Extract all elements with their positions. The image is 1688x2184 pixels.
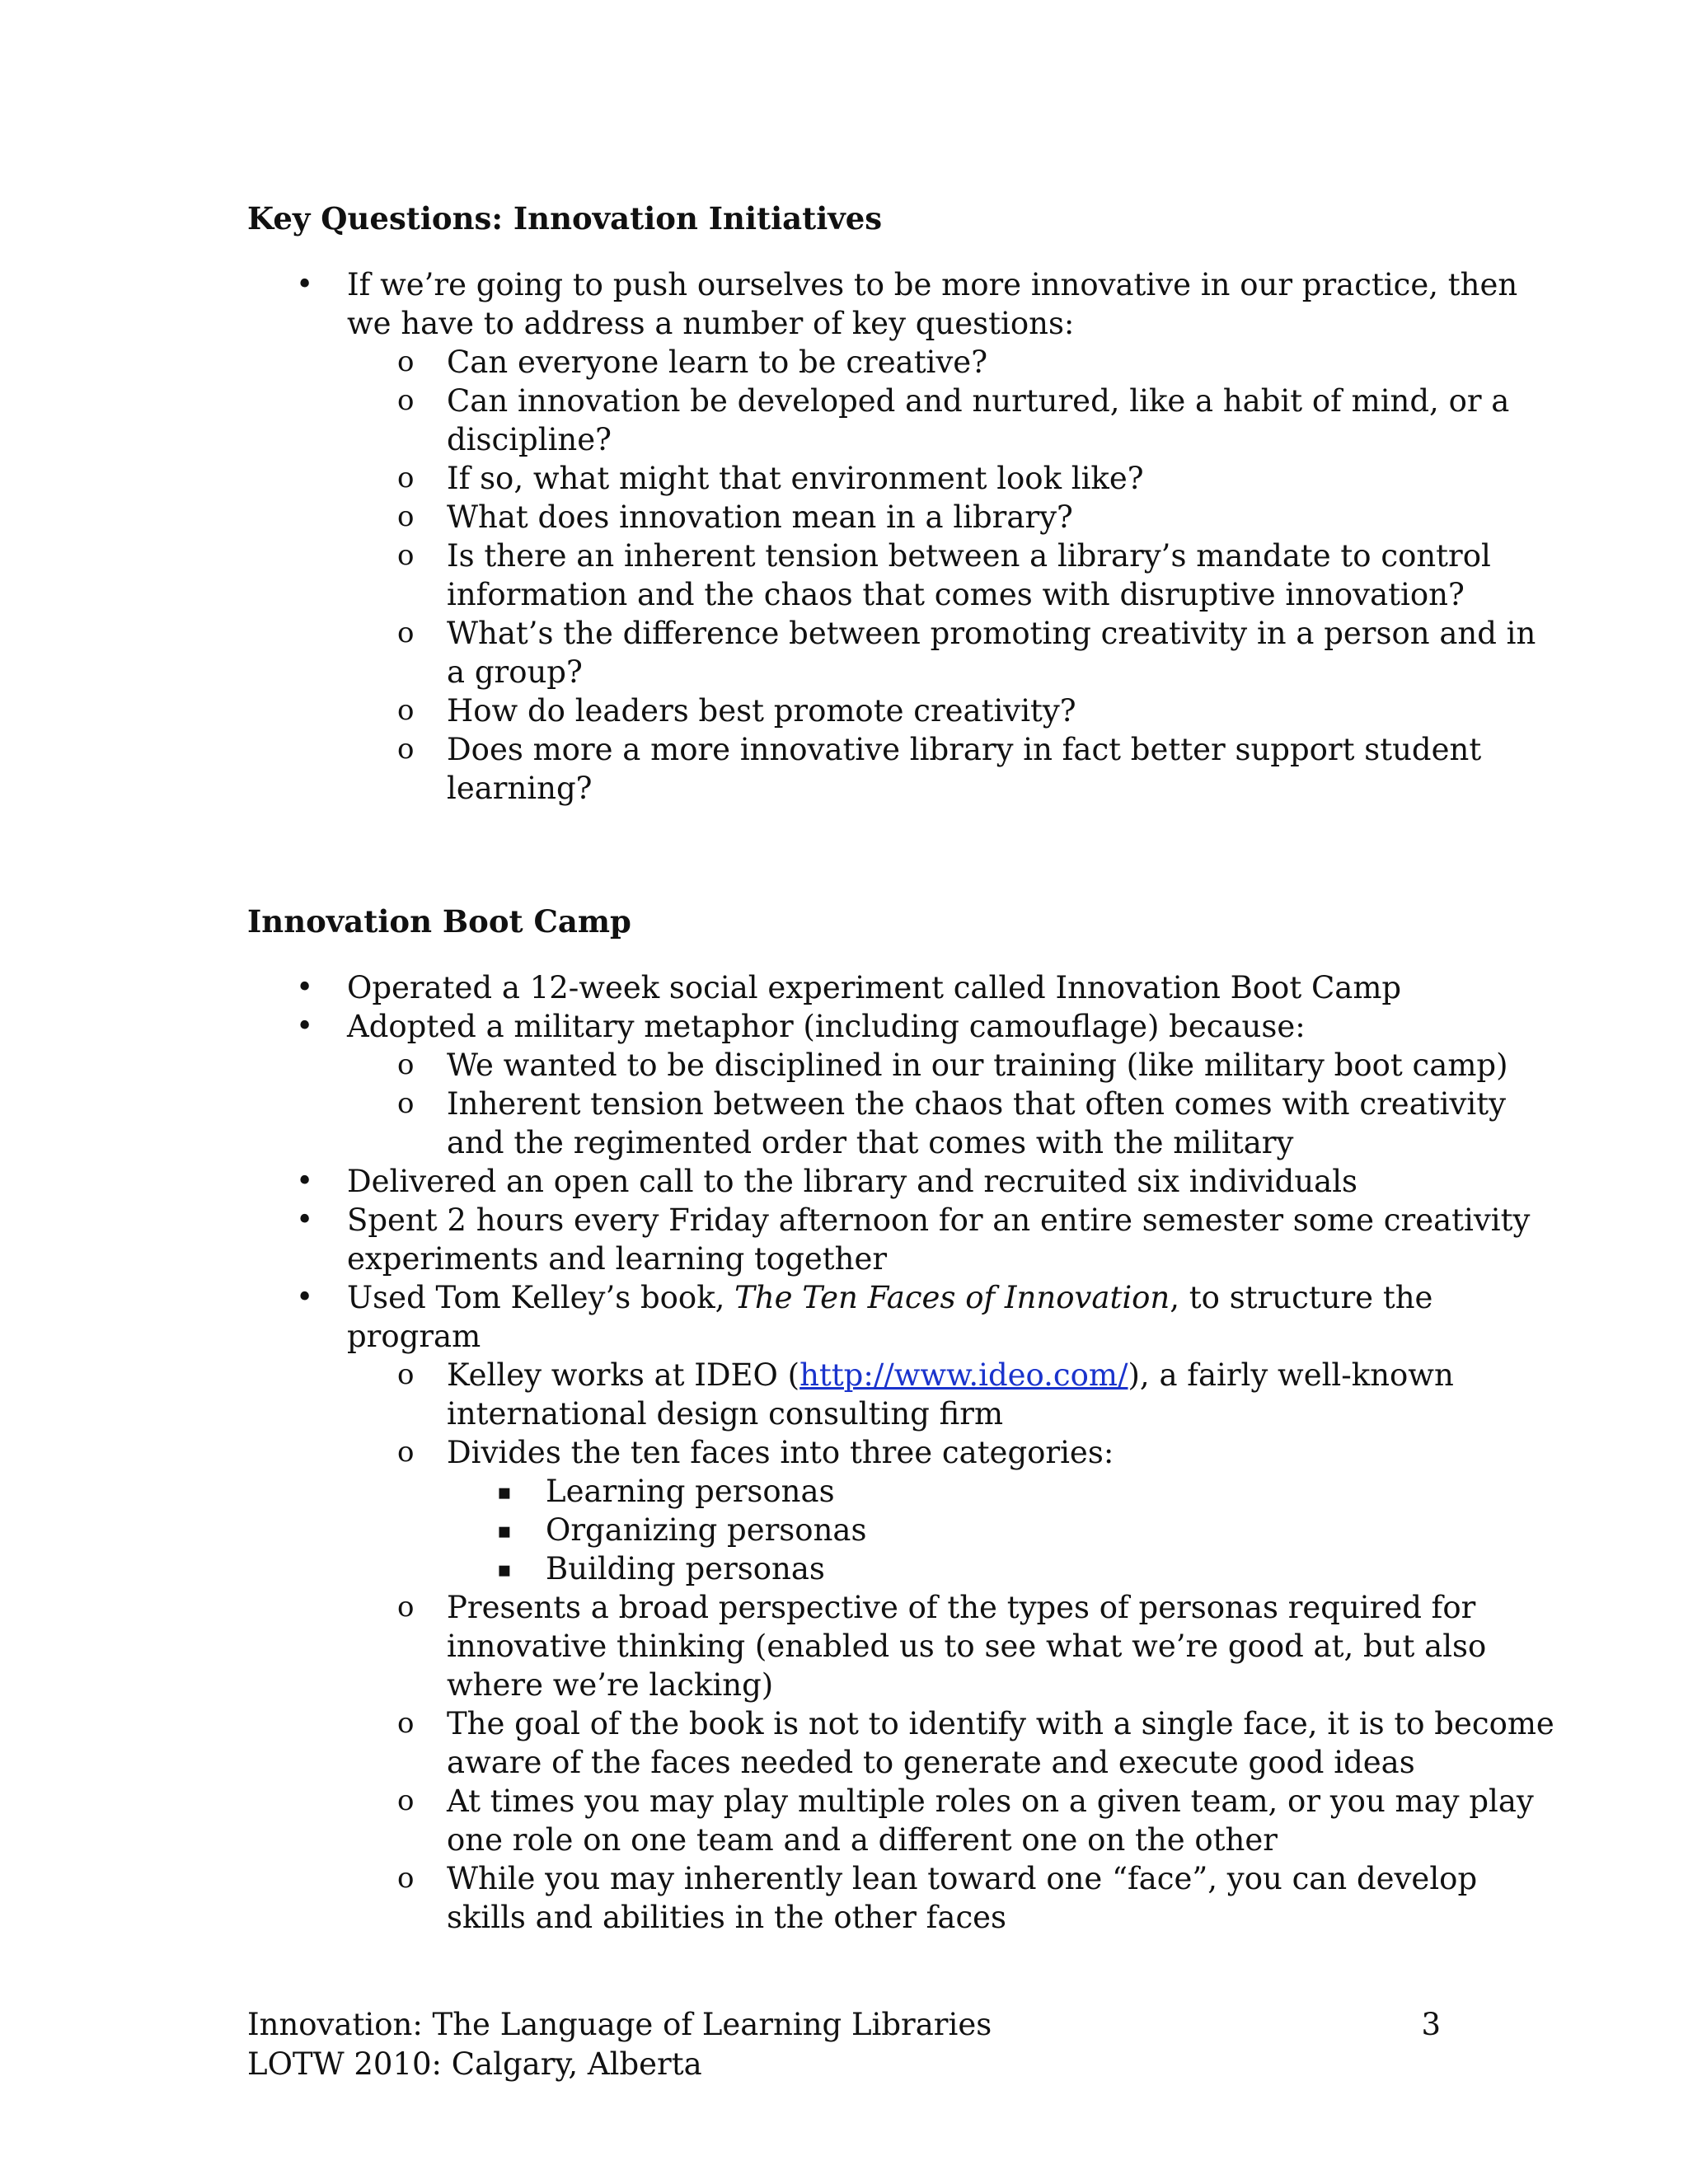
bullet-icon: • bbox=[296, 268, 314, 302]
ideo-intro-text: Kelley works at IDEO ( bbox=[447, 1357, 800, 1393]
list-item bbox=[0, 1511, 1688, 1549]
list-item-text: Presents a broad perspective of the types of personas required for bbox=[447, 1590, 1476, 1625]
circle-bullet-icon: o bbox=[397, 1784, 415, 1817]
circle-bullet-icon: o bbox=[397, 1087, 415, 1120]
list-item bbox=[0, 1704, 1688, 1743]
list-item bbox=[0, 1085, 1688, 1123]
list-item-text: Building personas bbox=[546, 1551, 825, 1586]
list-item-text: Does more a more innovative library in fact better support student bbox=[447, 732, 1482, 767]
footer-event: LOTW 2010: Calgary, Alberta bbox=[247, 2046, 702, 2082]
list-item-text: Delivered an open call to the library and recruited six individuals bbox=[347, 1164, 1358, 1199]
book-outro-text: , to structure the bbox=[1170, 1280, 1433, 1315]
circle-bullet-icon: o bbox=[397, 462, 415, 494]
list-item bbox=[0, 1433, 1688, 1472]
list-item-text bbox=[347, 1278, 1432, 1317]
page-number: 3 bbox=[1421, 2007, 1441, 2042]
list-item-text: innovative thinking (enabled us to see what we’re good at, but also bbox=[447, 1629, 1487, 1664]
circle-bullet-icon: o bbox=[397, 345, 415, 378]
circle-bullet-icon: o bbox=[397, 694, 415, 727]
list-item-continuation bbox=[0, 1821, 1688, 1859]
circle-bullet-icon: o bbox=[397, 1436, 415, 1469]
circle-bullet-icon: o bbox=[397, 1707, 415, 1740]
bullet-icon: • bbox=[296, 1165, 314, 1198]
list-item bbox=[0, 459, 1688, 498]
circle-bullet-icon: o bbox=[397, 733, 415, 766]
bullet-icon: • bbox=[296, 1203, 314, 1237]
list-item bbox=[0, 498, 1688, 537]
list-item-text: Divides the ten faces into three categories: bbox=[447, 1435, 1114, 1470]
list-item-text: experiments and learning together bbox=[347, 1241, 888, 1277]
list-item-continuation bbox=[0, 304, 1688, 343]
list-item-text: Spent 2 hours every Friday afternoon for an entire semester some creativity bbox=[347, 1202, 1531, 1238]
list-item-text: If so, what might that environment look like? bbox=[447, 461, 1144, 496]
footer-row bbox=[247, 2045, 1441, 2084]
list-item-text: a group? bbox=[447, 654, 583, 690]
list-item-text: What does innovation mean in a library? bbox=[447, 499, 1073, 535]
book-intro-text: Used Tom Kelley’s book, bbox=[347, 1280, 735, 1315]
list-item-text: and the regimented order that comes with the military bbox=[447, 1125, 1294, 1160]
list-item-text: Operated a 12-week social experiment called Innovation Boot Camp bbox=[347, 970, 1402, 1005]
list-item-text: program bbox=[347, 1319, 481, 1354]
list-item bbox=[0, 1356, 1688, 1394]
square-bullet-icon: ▪ bbox=[497, 1558, 512, 1582]
footer-row bbox=[247, 2005, 1441, 2045]
ideo-outro-text: ), a fairly well-known bbox=[1128, 1357, 1454, 1393]
book-title: The Ten Faces of Innovation bbox=[734, 1280, 1170, 1315]
list-item-text: one role on one team and a different one on the other bbox=[447, 1822, 1278, 1858]
list-item-text: How do leaders best promote creativity? bbox=[447, 693, 1076, 729]
list-item-text: learning? bbox=[447, 771, 593, 806]
list-item bbox=[0, 343, 1688, 382]
list-item bbox=[0, 265, 1688, 304]
section-heading-key-questions: Key Questions: Innovation Initiatives bbox=[247, 200, 883, 237]
list-item-text: skills and abilities in the other faces bbox=[447, 1900, 1007, 1935]
list-item-continuation bbox=[0, 1627, 1688, 1666]
list-item-continuation bbox=[0, 1123, 1688, 1162]
bullet-icon: • bbox=[296, 1010, 314, 1043]
list-item bbox=[0, 1472, 1688, 1511]
list-item bbox=[0, 1782, 1688, 1821]
list-item bbox=[0, 968, 1688, 1007]
list-item bbox=[0, 691, 1688, 730]
list-item-continuation bbox=[0, 1666, 1688, 1704]
boot-camp-list bbox=[0, 968, 1688, 1937]
circle-bullet-icon: o bbox=[397, 539, 415, 572]
circle-bullet-icon: o bbox=[397, 500, 415, 533]
section-heading-boot-camp: Innovation Boot Camp bbox=[247, 903, 631, 940]
list-item-continuation bbox=[0, 653, 1688, 691]
list-item bbox=[0, 1278, 1688, 1317]
square-bullet-icon: ▪ bbox=[497, 1519, 512, 1544]
list-item-text: where we’re lacking) bbox=[447, 1667, 774, 1703]
page-footer bbox=[247, 2005, 1441, 2084]
list-item-text: What’s the difference between promoting creativity in a person and in bbox=[447, 616, 1536, 651]
list-item-text: discipline? bbox=[447, 422, 612, 457]
list-item-text: we have to address a number of key questions: bbox=[347, 306, 1075, 341]
list-item-text: Inherent tension between the chaos that often comes with creativity bbox=[447, 1086, 1506, 1122]
list-item-continuation bbox=[0, 1394, 1688, 1433]
list-item-continuation bbox=[0, 575, 1688, 614]
key-questions-list bbox=[0, 265, 1688, 808]
square-bullet-icon: ▪ bbox=[497, 1480, 512, 1505]
list-item-text: At times you may play multiple roles on a given team, or you may play bbox=[447, 1783, 1534, 1819]
list-item-text: If we’re going to push ourselves to be more innovative in our practice, then bbox=[347, 267, 1518, 302]
list-item-continuation bbox=[0, 1898, 1688, 1937]
bullet-icon: • bbox=[296, 1281, 314, 1315]
list-item-continuation bbox=[0, 769, 1688, 808]
list-item-text: We wanted to be disciplined in our training (like military boot camp) bbox=[447, 1047, 1508, 1083]
list-item bbox=[0, 1046, 1688, 1085]
list-item-text: The goal of the book is not to identify with a single face, it is to become bbox=[447, 1706, 1554, 1741]
list-item-continuation bbox=[0, 1743, 1688, 1782]
list-item-text: Can innovation be developed and nurtured, like a habit of mind, or a bbox=[447, 383, 1510, 419]
list-item bbox=[0, 614, 1688, 653]
circle-bullet-icon: o bbox=[397, 1591, 415, 1624]
list-item-continuation bbox=[0, 1240, 1688, 1278]
list-item-text: Learning personas bbox=[546, 1474, 835, 1509]
list-item bbox=[0, 1549, 1688, 1588]
footer-title: Innovation: The Language of Learning Libraries bbox=[247, 2007, 992, 2042]
list-item-text: international design consulting firm bbox=[447, 1396, 1004, 1432]
list-item bbox=[0, 537, 1688, 575]
list-item-text bbox=[447, 1356, 1454, 1394]
list-item-text: Can everyone learn to be creative? bbox=[447, 344, 988, 380]
list-item-continuation bbox=[0, 420, 1688, 459]
bullet-icon: • bbox=[296, 971, 314, 1005]
list-item bbox=[0, 1588, 1688, 1627]
list-item bbox=[0, 1007, 1688, 1046]
ideo-link[interactable]: http://www.ideo.com/ bbox=[799, 1357, 1128, 1393]
list-item-text: While you may inherently lean toward one “face”, you can develop bbox=[447, 1861, 1478, 1896]
list-item-text: Adopted a military metaphor (including camouflage) because: bbox=[347, 1009, 1306, 1044]
list-item bbox=[0, 730, 1688, 769]
list-item-text: aware of the faces needed to generate and execute good ideas bbox=[447, 1745, 1415, 1780]
circle-bullet-icon: o bbox=[397, 1048, 415, 1081]
circle-bullet-icon: o bbox=[397, 1862, 415, 1895]
circle-bullet-icon: o bbox=[397, 1358, 415, 1391]
list-item bbox=[0, 1201, 1688, 1240]
list-item-continuation bbox=[0, 1317, 1688, 1356]
list-item bbox=[0, 1162, 1688, 1201]
list-item bbox=[0, 382, 1688, 420]
list-item-text: information and the chaos that comes with disruptive innovation? bbox=[447, 577, 1465, 612]
circle-bullet-icon: o bbox=[397, 616, 415, 649]
circle-bullet-icon: o bbox=[397, 384, 415, 417]
list-item-text: Organizing personas bbox=[546, 1512, 867, 1548]
list-item bbox=[0, 1859, 1688, 1898]
list-item-text: Is there an inherent tension between a library’s mandate to control bbox=[447, 538, 1491, 574]
